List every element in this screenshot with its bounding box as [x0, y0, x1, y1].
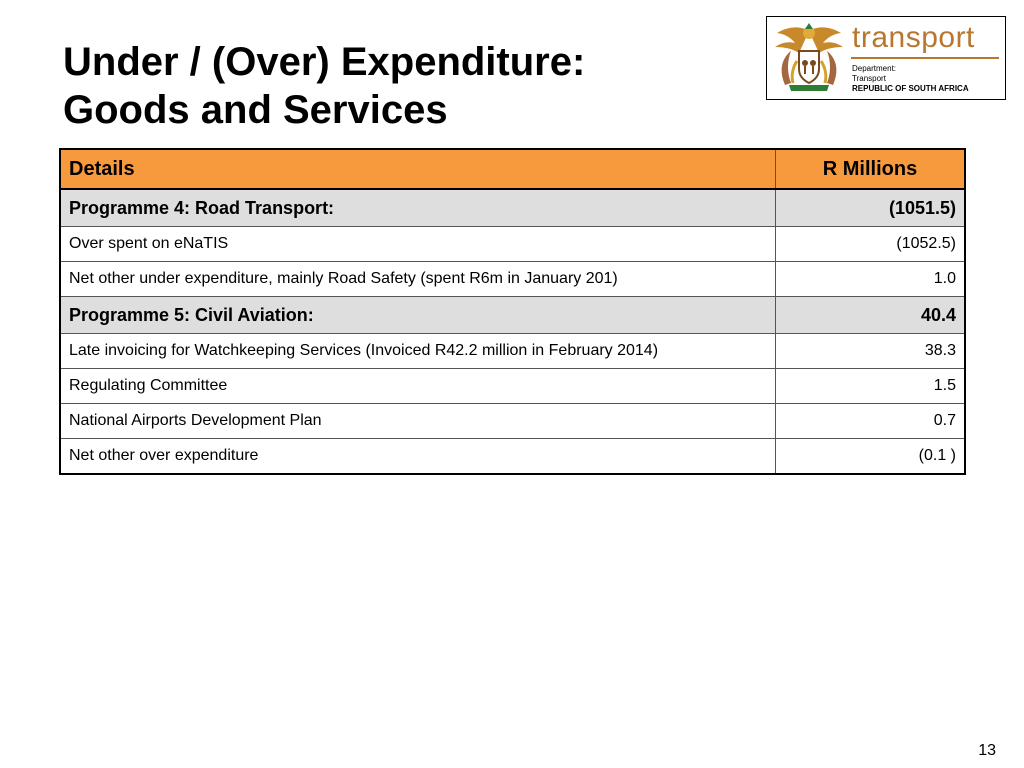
- details-column-header: Details: [60, 149, 776, 189]
- row-amount: 0.7: [776, 404, 966, 439]
- logo-country-name: REPUBLIC OF SOUTH AFRICA: [852, 84, 969, 93]
- page-number: 13: [978, 742, 996, 759]
- row-details: National Airports Development Plan: [60, 404, 776, 439]
- logo-wordmark: transport: [852, 21, 975, 54]
- row-amount: 1.5: [776, 369, 966, 404]
- logo-divider: [851, 57, 999, 59]
- table-row: [60, 369, 965, 404]
- slide-title: [63, 38, 585, 134]
- row-details: Late invoicing for Watchkeeping Services (Invoiced R42.2 million in February 2014): [60, 334, 776, 369]
- table-row: [60, 439, 965, 475]
- row-details: Net other under expenditure, mainly Road Safety (spent R6m in January 201): [60, 262, 776, 297]
- logo-department-label: Department:: [852, 64, 897, 73]
- department-logo: [766, 16, 1006, 100]
- row-details: Regulating Committee: [60, 369, 776, 404]
- row-details: Programme 5: Civil Aviation:: [60, 297, 776, 334]
- row-details: Over spent on eNaTIS: [60, 227, 776, 262]
- row-amount: (0.1 ): [776, 439, 966, 475]
- row-amount: 40.4: [776, 297, 966, 334]
- table-row: [60, 227, 965, 262]
- logo-department-name: Transport: [852, 74, 886, 83]
- table-row: [60, 334, 965, 369]
- slide-title-line1: Under / (Over) Expenditure:: [63, 40, 586, 84]
- row-details: Net other over expenditure: [60, 439, 776, 475]
- row-amount: 38.3: [776, 334, 966, 369]
- expenditure-table: [59, 148, 966, 475]
- row-amount: (1052.5): [776, 227, 966, 262]
- amount-column-header: R Millions: [776, 149, 966, 189]
- table-header-row: [60, 149, 965, 189]
- table-row-section: [60, 297, 965, 334]
- row-details: Programme 4: Road Transport:: [60, 189, 776, 227]
- table-row-section: [60, 189, 965, 227]
- table-row: [60, 262, 965, 297]
- slide-title-line2: Goods and Services: [63, 88, 448, 132]
- table-row: [60, 404, 965, 439]
- row-amount: (1051.5): [776, 189, 966, 227]
- coat-of-arms-icon: [771, 21, 847, 95]
- row-amount: 1.0: [776, 262, 966, 297]
